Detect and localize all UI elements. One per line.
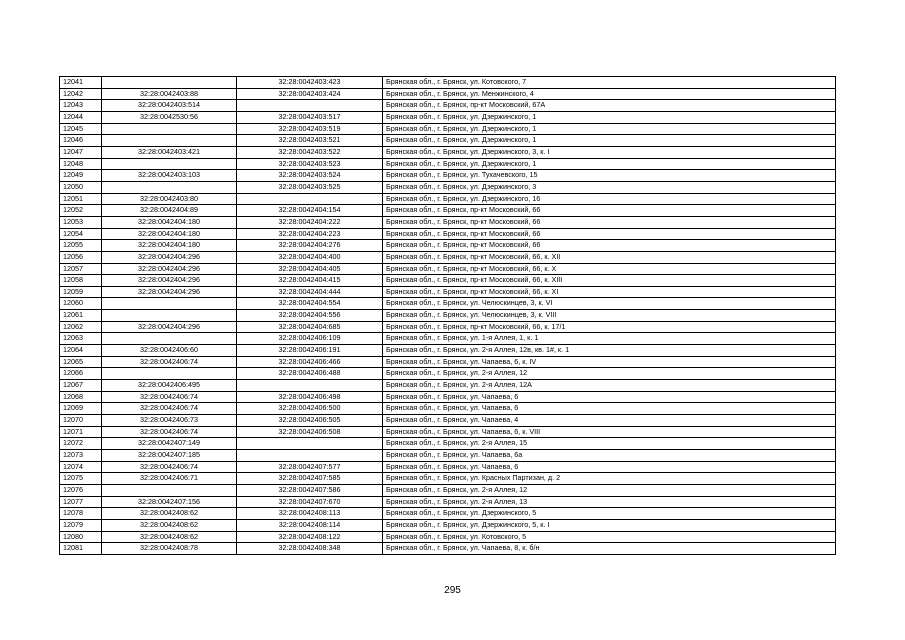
table-row — [60, 205, 836, 217]
cadastral-number-cell: 32:28:0042404:154 — [237, 205, 383, 217]
table-row — [60, 531, 836, 543]
parent-cadastral-cell: 32:28:0042404:180 — [102, 228, 237, 240]
cadastral-number-cell: 32:28:0042404:223 — [237, 228, 383, 240]
table-row — [60, 415, 836, 427]
table-row — [60, 380, 836, 392]
parent-cadastral-cell: 32:28:0042404:296 — [102, 263, 237, 275]
address-cell: Брянская обл., г. Брянск, ул. Челюскинцев, 3, к. VI — [383, 298, 836, 310]
address-cell: Брянская обл., г. Брянск, ул. 2-я Аллея, 12 — [383, 484, 836, 496]
cadastral-number-cell: 32:28:0042403:424 — [237, 88, 383, 100]
parent-cadastral-cell: 32:28:0042406:74 — [102, 461, 237, 473]
address-cell: Брянская обл., г. Брянск, пр-кт Московский, 66 — [383, 216, 836, 228]
row-number-cell: 12058 — [60, 275, 102, 287]
row-number-cell: 12059 — [60, 286, 102, 298]
row-number-cell: 12052 — [60, 205, 102, 217]
table-row — [60, 111, 836, 123]
table-row — [60, 356, 836, 368]
table-row — [60, 345, 836, 357]
cadastral-number-cell: 32:28:0042406:466 — [237, 356, 383, 368]
row-number-cell: 12073 — [60, 450, 102, 462]
row-number-cell: 12050 — [60, 181, 102, 193]
row-number-cell: 12071 — [60, 426, 102, 438]
parent-cadastral-cell — [102, 333, 237, 345]
address-cell: Брянская обл., г. Брянск, пр-кт Московский, 66, к. XII — [383, 251, 836, 263]
address-cell: Брянская обл., г. Брянск, ул. Чапаева, 6 — [383, 403, 836, 415]
parent-cadastral-cell: 32:28:0042404:180 — [102, 216, 237, 228]
address-cell: Брянская обл., г. Брянск, пр-кт Московский, 66, к. XI — [383, 286, 836, 298]
cadastral-number-cell: 32:28:0042408:114 — [237, 519, 383, 531]
cadastral-number-cell: 32:28:0042404:556 — [237, 310, 383, 322]
parent-cadastral-cell: 32:28:0042404:180 — [102, 240, 237, 252]
cadastral-number-cell — [237, 193, 383, 205]
row-number-cell: 12069 — [60, 403, 102, 415]
address-cell: Брянская обл., г. Брянск, ул. 2-я Аллея, 12в, кв. 1#, к. 1 — [383, 345, 836, 357]
address-cell: Брянская обл., г. Брянск, ул. Челюскинцев, 3, к. VIII — [383, 310, 836, 322]
table-row — [60, 170, 836, 182]
cadastral-number-cell: 32:28:0042406:500 — [237, 403, 383, 415]
address-cell: Брянская обл., г. Брянск, ул. Дзержинского, 5 — [383, 508, 836, 520]
table-row — [60, 216, 836, 228]
address-cell: Брянская обл., г. Брянск, пр-кт Московский, 66 — [383, 240, 836, 252]
parent-cadastral-cell — [102, 298, 237, 310]
page-number: 295 — [444, 585, 461, 596]
row-number-cell: 12072 — [60, 438, 102, 450]
parent-cadastral-cell: 32:28:0042407:156 — [102, 496, 237, 508]
row-number-cell: 12061 — [60, 310, 102, 322]
address-cell: Брянская обл., г. Брянск, ул. Чапаева, 6 — [383, 461, 836, 473]
table-row — [60, 461, 836, 473]
row-number-cell: 12048 — [60, 158, 102, 170]
row-number-cell: 12066 — [60, 368, 102, 380]
row-number-cell: 12057 — [60, 263, 102, 275]
row-number-cell: 12064 — [60, 345, 102, 357]
parent-cadastral-cell: 32:28:0042406:60 — [102, 345, 237, 357]
row-number-cell: 12042 — [60, 88, 102, 100]
parent-cadastral-cell: 32:28:0042403:103 — [102, 170, 237, 182]
address-cell: Брянская обл., г. Брянск, пр-кт Московский, 66 — [383, 228, 836, 240]
table-row — [60, 298, 836, 310]
cadastral-number-cell: 32:28:0042407:585 — [237, 473, 383, 485]
parent-cadastral-cell: 32:28:0042403:88 — [102, 88, 237, 100]
address-cell: Брянская обл., г. Брянск, пр-кт Московский, 66, к. X — [383, 263, 836, 275]
row-number-cell: 12041 — [60, 77, 102, 89]
table-row — [60, 543, 836, 555]
row-number-cell: 12043 — [60, 100, 102, 112]
parent-cadastral-cell: 32:28:0042403:80 — [102, 193, 237, 205]
cadastral-number-cell: 32:28:0042404:685 — [237, 321, 383, 333]
address-cell: Брянская обл., г. Брянск, ул. Дзержинского, 3, к. I — [383, 146, 836, 158]
table-row — [60, 228, 836, 240]
address-cell: Брянская обл., г. Брянск, пр-кт Московский, 66, к. XIII — [383, 275, 836, 287]
parent-cadastral-cell: 32:28:0042407:149 — [102, 438, 237, 450]
parent-cadastral-cell: 32:28:0042530:56 — [102, 111, 237, 123]
cadastral-number-cell: 32:28:0042403:521 — [237, 135, 383, 147]
table-row — [60, 333, 836, 345]
table-row — [60, 310, 836, 322]
row-number-cell: 12046 — [60, 135, 102, 147]
address-cell: Брянская обл., г. Брянск, ул. Котовского, 5 — [383, 531, 836, 543]
address-cell: Брянская обл., г. Брянск, ул. Дзержинского, 1 — [383, 135, 836, 147]
cadastral-number-cell: 32:28:0042406:498 — [237, 391, 383, 403]
row-number-cell: 12080 — [60, 531, 102, 543]
row-number-cell: 12054 — [60, 228, 102, 240]
table-row — [60, 263, 836, 275]
address-cell: Брянская обл., г. Брянск, ул. Котовского, 7 — [383, 77, 836, 89]
table-row — [60, 146, 836, 158]
table-row — [60, 519, 836, 531]
cadastral-number-cell: 32:28:0042403:524 — [237, 170, 383, 182]
row-number-cell: 12076 — [60, 484, 102, 496]
table-row — [60, 135, 836, 147]
row-number-cell: 12051 — [60, 193, 102, 205]
parent-cadastral-cell: 32:28:0042408:62 — [102, 508, 237, 520]
cadastral-number-cell — [237, 380, 383, 392]
address-cell: Брянская обл., г. Брянск, ул. Дзержинского, 3 — [383, 181, 836, 193]
cadastral-number-cell: 32:28:0042406:505 — [237, 415, 383, 427]
parent-cadastral-cell — [102, 77, 237, 89]
row-number-cell: 12047 — [60, 146, 102, 158]
row-number-cell: 12067 — [60, 380, 102, 392]
cadastral-number-cell: 32:28:0042403:423 — [237, 77, 383, 89]
address-cell: Брянская обл., г. Брянск, ул. Дзержинского, 1 — [383, 123, 836, 135]
row-number-cell: 12074 — [60, 461, 102, 473]
table-row — [60, 321, 836, 333]
parent-cadastral-cell: 32:28:0042404:296 — [102, 321, 237, 333]
parent-cadastral-cell: 32:28:0042403:421 — [102, 146, 237, 158]
table-row — [60, 88, 836, 100]
address-cell: Брянская обл., г. Брянск, ул. Дзержинского, 1 — [383, 158, 836, 170]
parent-cadastral-cell — [102, 368, 237, 380]
address-cell: Брянская обл., г. Брянск, ул. Тухачевского, 15 — [383, 170, 836, 182]
parent-cadastral-cell: 32:28:0042404:296 — [102, 286, 237, 298]
address-cell: Брянская обл., г. Брянск, ул. Дзержинского, 5, к. I — [383, 519, 836, 531]
row-number-cell: 12049 — [60, 170, 102, 182]
address-cell: Брянская обл., г. Брянск, ул. Чапаева, 6а — [383, 450, 836, 462]
cadastral-number-cell — [237, 100, 383, 112]
address-cell: Брянская обл., г. Брянск, пр-кт Московский, 66 — [383, 205, 836, 217]
cadastral-number-cell: 32:28:0042407:670 — [237, 496, 383, 508]
parent-cadastral-cell: 32:28:0042404:89 — [102, 205, 237, 217]
parent-cadastral-cell: 32:28:0042406:74 — [102, 403, 237, 415]
parent-cadastral-cell — [102, 158, 237, 170]
cadastral-number-cell: 32:28:0042406:109 — [237, 333, 383, 345]
address-cell: Брянская обл., г. Брянск, ул. Чапаева, 6 — [383, 391, 836, 403]
row-number-cell: 12060 — [60, 298, 102, 310]
address-cell: Брянская обл., г. Брянск, ул. Менжинского, 4 — [383, 88, 836, 100]
parent-cadastral-cell — [102, 181, 237, 193]
row-number-cell: 12063 — [60, 333, 102, 345]
parent-cadastral-cell: 32:28:0042408:78 — [102, 543, 237, 555]
cadastral-number-cell: 32:28:0042403:522 — [237, 146, 383, 158]
row-number-cell: 12068 — [60, 391, 102, 403]
parent-cadastral-cell: 32:28:0042406:71 — [102, 473, 237, 485]
parent-cadastral-cell: 32:28:0042406:495 — [102, 380, 237, 392]
address-cell: Брянская обл., г. Брянск, ул. 2-я Аллея, 15 — [383, 438, 836, 450]
table-body — [60, 77, 836, 555]
row-number-cell: 12077 — [60, 496, 102, 508]
row-number-cell: 12053 — [60, 216, 102, 228]
row-number-cell: 12070 — [60, 415, 102, 427]
table-row — [60, 426, 836, 438]
table-row — [60, 158, 836, 170]
row-number-cell: 12075 — [60, 473, 102, 485]
address-cell: Брянская обл., г. Брянск, ул. Чапаева, 6, к. VIII — [383, 426, 836, 438]
parent-cadastral-cell: 32:28:0042404:296 — [102, 275, 237, 287]
address-cell: Брянская обл., г. Брянск, пр-кт Московский, 66, к. 17/1 — [383, 321, 836, 333]
table-row — [60, 391, 836, 403]
cadastral-number-cell: 32:28:0042404:415 — [237, 275, 383, 287]
parent-cadastral-cell: 32:28:0042407:185 — [102, 450, 237, 462]
cadastral-registry-table — [59, 76, 836, 555]
row-number-cell: 12045 — [60, 123, 102, 135]
row-number-cell: 12079 — [60, 519, 102, 531]
table-row — [60, 193, 836, 205]
cadastral-number-cell — [237, 450, 383, 462]
cadastral-number-cell: 32:28:0042404:276 — [237, 240, 383, 252]
cadastral-number-cell — [237, 438, 383, 450]
parent-cadastral-cell — [102, 310, 237, 322]
table-row — [60, 403, 836, 415]
cadastral-number-cell: 32:28:0042406:191 — [237, 345, 383, 357]
cadastral-number-cell: 32:28:0042404:400 — [237, 251, 383, 263]
cadastral-number-cell: 32:28:0042408:348 — [237, 543, 383, 555]
address-cell: Брянская обл., г. Брянск, ул. Красных Партизан, д. 2 — [383, 473, 836, 485]
parent-cadastral-cell: 32:28:0042406:74 — [102, 391, 237, 403]
parent-cadastral-cell — [102, 135, 237, 147]
cadastral-number-cell: 32:28:0042404:405 — [237, 263, 383, 275]
table-row — [60, 450, 836, 462]
cadastral-number-cell: 32:28:0042408:122 — [237, 531, 383, 543]
row-number-cell: 12055 — [60, 240, 102, 252]
table-row — [60, 181, 836, 193]
table-row — [60, 240, 836, 252]
cadastral-number-cell: 32:28:0042406:488 — [237, 368, 383, 380]
cadastral-number-cell: 32:28:0042403:519 — [237, 123, 383, 135]
cadastral-number-cell: 32:28:0042404:444 — [237, 286, 383, 298]
table-row — [60, 484, 836, 496]
cadastral-number-cell: 32:28:0042406:508 — [237, 426, 383, 438]
parent-cadastral-cell: 32:28:0042403:514 — [102, 100, 237, 112]
cadastral-number-cell: 32:28:0042407:586 — [237, 484, 383, 496]
table-row — [60, 496, 836, 508]
table-row — [60, 100, 836, 112]
parent-cadastral-cell — [102, 123, 237, 135]
address-cell: Брянская обл., г. Брянск, ул. Дзержинского, 1 — [383, 111, 836, 123]
parent-cadastral-cell: 32:28:0042406:74 — [102, 356, 237, 368]
table-row — [60, 286, 836, 298]
parent-cadastral-cell: 32:28:0042408:62 — [102, 531, 237, 543]
table-row — [60, 438, 836, 450]
address-cell: Брянская обл., г. Брянск, ул. Чапаева, 6, к. IV — [383, 356, 836, 368]
row-number-cell: 12062 — [60, 321, 102, 333]
cadastral-number-cell: 32:28:0042403:517 — [237, 111, 383, 123]
address-cell: Брянская обл., г. Брянск, ул. 1-я Аллея, 1, к. 1 — [383, 333, 836, 345]
parent-cadastral-cell: 32:28:0042406:74 — [102, 426, 237, 438]
table-row — [60, 251, 836, 263]
table-row — [60, 275, 836, 287]
parent-cadastral-cell: 32:28:0042404:296 — [102, 251, 237, 263]
table-row — [60, 123, 836, 135]
table-row — [60, 473, 836, 485]
address-cell: Брянская обл., г. Брянск, ул. 2-я Аллея, 12 — [383, 368, 836, 380]
row-number-cell: 12081 — [60, 543, 102, 555]
parent-cadastral-cell: 32:28:0042406:73 — [102, 415, 237, 427]
address-cell: Брянская обл., г. Брянск, ул. 2-я Аллея, 12А — [383, 380, 836, 392]
cadastral-number-cell: 32:28:0042403:523 — [237, 158, 383, 170]
cadastral-number-cell: 32:28:0042408:113 — [237, 508, 383, 520]
parent-cadastral-cell: 32:28:0042408:62 — [102, 519, 237, 531]
table-row — [60, 77, 836, 89]
cadastral-number-cell: 32:28:0042403:525 — [237, 181, 383, 193]
row-number-cell: 12065 — [60, 356, 102, 368]
cadastral-number-cell: 32:28:0042404:554 — [237, 298, 383, 310]
cadastral-number-cell: 32:28:0042404:222 — [237, 216, 383, 228]
parent-cadastral-cell — [102, 484, 237, 496]
address-cell: Брянская обл., г. Брянск, пр-кт Московский, 67А — [383, 100, 836, 112]
row-number-cell: 12056 — [60, 251, 102, 263]
row-number-cell: 12078 — [60, 508, 102, 520]
table-row — [60, 368, 836, 380]
cadastral-number-cell: 32:28:0042407:577 — [237, 461, 383, 473]
address-cell: Брянская обл., г. Брянск, ул. Чапаева, 4 — [383, 415, 836, 427]
address-cell: Брянская обл., г. Брянск, ул. Чапаева, 8, к. б/н — [383, 543, 836, 555]
table-row — [60, 508, 836, 520]
address-cell: Брянская обл., г. Брянск, ул. 2-я Аллея, 13 — [383, 496, 836, 508]
address-cell: Брянская обл., г. Брянск, ул. Дзержинского, 16 — [383, 193, 836, 205]
row-number-cell: 12044 — [60, 111, 102, 123]
